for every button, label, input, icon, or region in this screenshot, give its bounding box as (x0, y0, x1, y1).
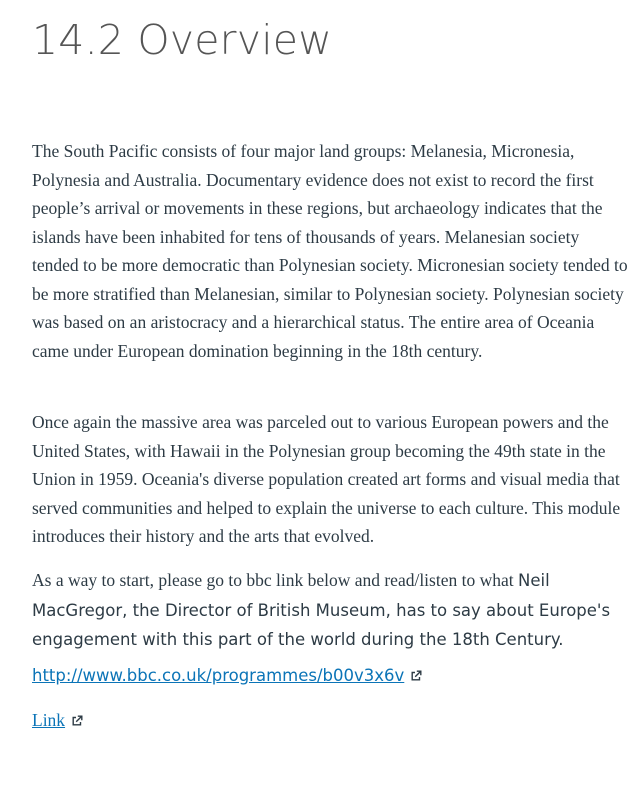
generic-link[interactable]: Link (32, 710, 66, 730)
external-link-icon (410, 670, 422, 682)
instructions-serif-text: As a way to start, please go to bbc link below and read/listen to what (32, 570, 518, 590)
page-title: 14.2 Overview (32, 16, 332, 64)
history-paragraph: Once again the massive area was parceled out to various European powers and the United States, with Hawaii in the Polynesian group becoming the 49th state in the Union in 1959. Oceania's diverse population created art forms and visual media that served communities and helped to explain the universe to each culture. This module introduces their history and the arts that evolved. (32, 412, 621, 546)
external-link-icon (71, 715, 83, 727)
generic-link-row (32, 710, 83, 731)
instructions-sans-text: Neil MacGregor, the Director of British Museum, has to say about Europe's engagement with this part of the world during the 18th Century. (32, 571, 611, 649)
bbc-link-row (32, 666, 422, 685)
intro-paragraph: The South Pacific consists of four major land groups: Melanesia, Micronesia, Polynesia and Australia. Documentary evidence does not exist to record the first people’s arrival or movements in these regions, but archaeology indicates that the islands have been inhabited for tens of thousands of years. Melanesian society tended to be more democratic than Polynesian society. Micronesian society tended to be more stratified than Melanesian, similar to Polynesian society. Polynesian society was based on an aristocracy and a hierarchical status. The entire area of Oceania came under European domination beginning in the 18th century. (32, 141, 628, 361)
bbc-programme-link[interactable]: http://www.bbc.co.uk/programmes/b00v3x6v (32, 666, 405, 685)
instructions-paragraph (32, 566, 629, 655)
